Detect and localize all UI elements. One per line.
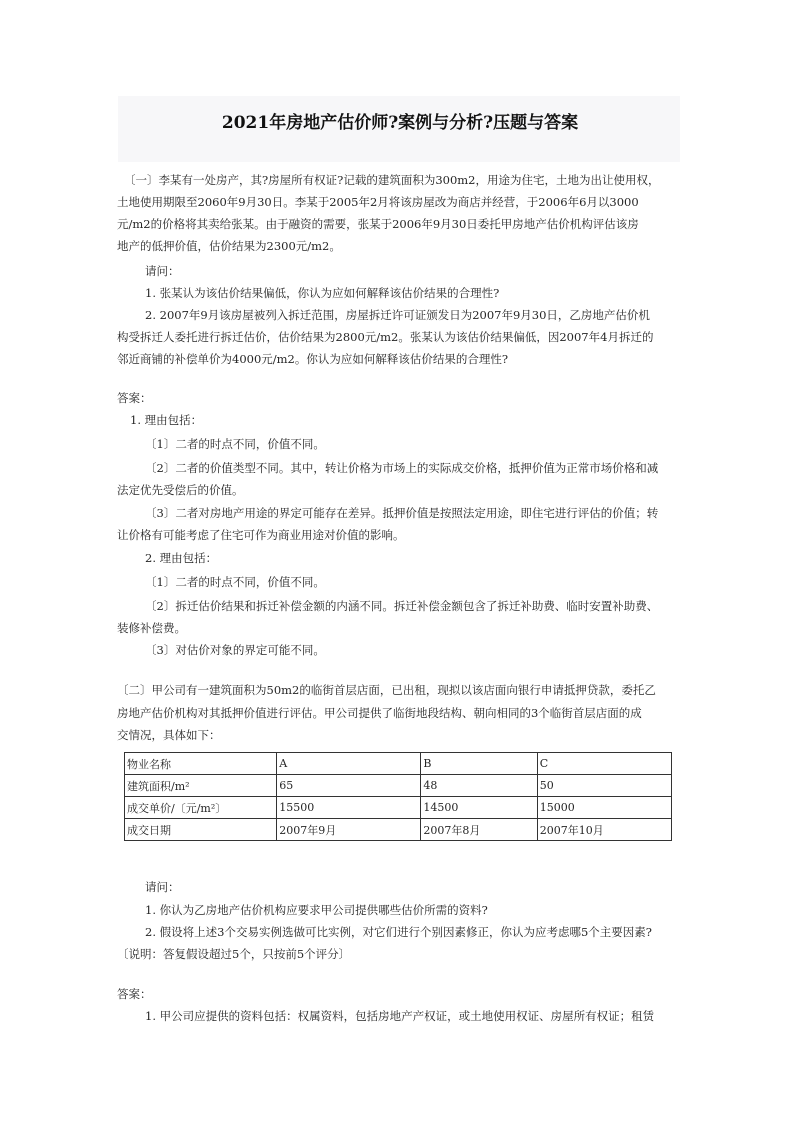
- table-cell: 48: [421, 775, 537, 797]
- a1-part2-item-3: 〔3〕对估价对象的界定可能不同。: [145, 643, 325, 657]
- q1-intro-line-1: 〔一〕李某有一处房产，其?房屋所有权证?记载的建筑面积为300m2，用途为住宅，土地为出让使用权，: [124, 173, 660, 187]
- q2-question-1: 1. 你认为乙房地产估价机构应要求甲公司提供哪些估价所需的资料?: [145, 903, 488, 917]
- a1-part1-item-1: 〔1〕二者的时点不同，价值不同。: [145, 437, 325, 451]
- table-cell: 建筑面积/m²: [125, 775, 277, 797]
- a1-part2-heading: 2. 理由包括：: [145, 551, 218, 565]
- q2-question-2-line-2: 〔说明：答复假设超过5个，只按前5个评分〕: [117, 947, 351, 961]
- a1-part1-heading: 1. 理由包括：: [130, 413, 203, 427]
- table-cell: 15000: [537, 797, 671, 819]
- a1-part2-item-2-line-1: 〔2〕拆迁估价结果和拆迁补偿金额的内涵不同。拆迁补偿金额包含了拆迁补助费、临时安置补助费、: [145, 599, 659, 613]
- transaction-table: [124, 752, 672, 841]
- a1-part1-item-2-line-2: 法定优先受偿后的价值。: [117, 483, 244, 497]
- table-header-cell: 物业名称: [125, 753, 277, 775]
- table-row: [125, 797, 672, 819]
- q1-intro-line-4: 地产的低押价值，估价结果为2300元/m2。: [117, 239, 341, 253]
- table-cell: 成交日期: [125, 819, 277, 841]
- table-cell: 50: [537, 775, 671, 797]
- a2-part1: 1. 甲公司应提供的资料包括：权属资料，包括房地产产权证，或土地使用权证、房屋所有权证；租赁: [145, 1009, 655, 1023]
- q1-question-2-line-1: 2. 2007年9月该房屋被列入拆迁范围，房屋拆迁许可证颁发日为2007年9月30日，乙房地产估价机: [145, 308, 650, 322]
- a1-part1-item-3-line-2: 让价格有可能考虑了住宅可作为商业用途对价值的影响。: [117, 528, 405, 542]
- a1-part2-item-2-line-2: 装修补偿费。: [117, 621, 186, 635]
- table-header-cell: C: [537, 753, 671, 775]
- a1-part1-item-2-line-1: 〔2〕二者的价值类型不同。其中，转让价格为市场上的实际成交价格，抵押价值为正常市场价格和减: [145, 461, 659, 475]
- table-cell: 2007年10月: [537, 819, 671, 841]
- table-cell: 65: [277, 775, 421, 797]
- table-row: [125, 775, 672, 797]
- a1-part2-item-1: 〔1〕二者的时点不同，价值不同。: [145, 575, 325, 589]
- q2-question-2-line-1: 2. 假设将上述3个交易实例选做可比实例，对它们进行个别因素修正，你认为应考虑哪5个主要因素?: [145, 925, 652, 939]
- q2-ask-label: 请问：: [145, 880, 180, 894]
- q1-question-2-line-3: 邻近商铺的补偿单价为4000元/m2。你认为应如何解释该估价结果的合理性?: [117, 352, 509, 366]
- page-title: 2021年房地产估价师?案例与分析?压题与答案: [221, 113, 579, 133]
- q1-ask-label: 请问：: [145, 264, 180, 278]
- q1-question-2-line-2: 构受拆迁人委托进行拆迁估价，估价结果为2800元/m2。张某认为该估价结果偏低，因2007年4月拆迁的: [117, 330, 654, 344]
- q2-intro-line-1: 〔二〕甲公司有一建筑面积为50m2的临街首层店面，已出租，现拟以该店面向银行申请抵押贷款，委托乙: [117, 683, 656, 697]
- q2-intro-line-2: 房地产估价机构对其抵押价值进行评估。甲公司提供了临街地段结构、朝向相同的3个临街首层店面的成: [117, 706, 642, 720]
- table-cell: 成交单价/〔元/m²〕: [125, 797, 277, 819]
- q1-intro-line-2: 土地使用期限至2060年9月30日。李某于2005年2月将该房屋改为商店并经营，于2006年6月以3000: [117, 195, 639, 209]
- table-cell: 2007年9月: [277, 819, 421, 841]
- table-row: [125, 819, 672, 841]
- table-header-row: [125, 753, 672, 775]
- a1-part1-item-3-line-1: 〔3〕二者对房地产用途的界定可能存在差异。抵押价值是按照法定用途，即住宅进行评估的价值；转: [145, 506, 659, 520]
- table-header-cell: A: [277, 753, 421, 775]
- q2-intro-line-3: 交情况，具体如下：: [117, 728, 221, 742]
- table-cell: 14500: [421, 797, 537, 819]
- a2-label: 答案：: [117, 987, 152, 1001]
- a1-label: 答案：: [117, 391, 152, 405]
- table-cell: 15500: [277, 797, 421, 819]
- table-header-cell: B: [421, 753, 537, 775]
- table-cell: 2007年8月: [421, 819, 537, 841]
- q1-intro-line-3: 元/m2的价格将其卖给张某。由于融资的需要，张某于2006年9月30日委托甲房地产估价机构评估该房: [117, 217, 639, 231]
- q1-question-1: 1. 张某认为该估价结果偏低，你认为应如何解释该估价结果的合理性?: [145, 286, 500, 300]
